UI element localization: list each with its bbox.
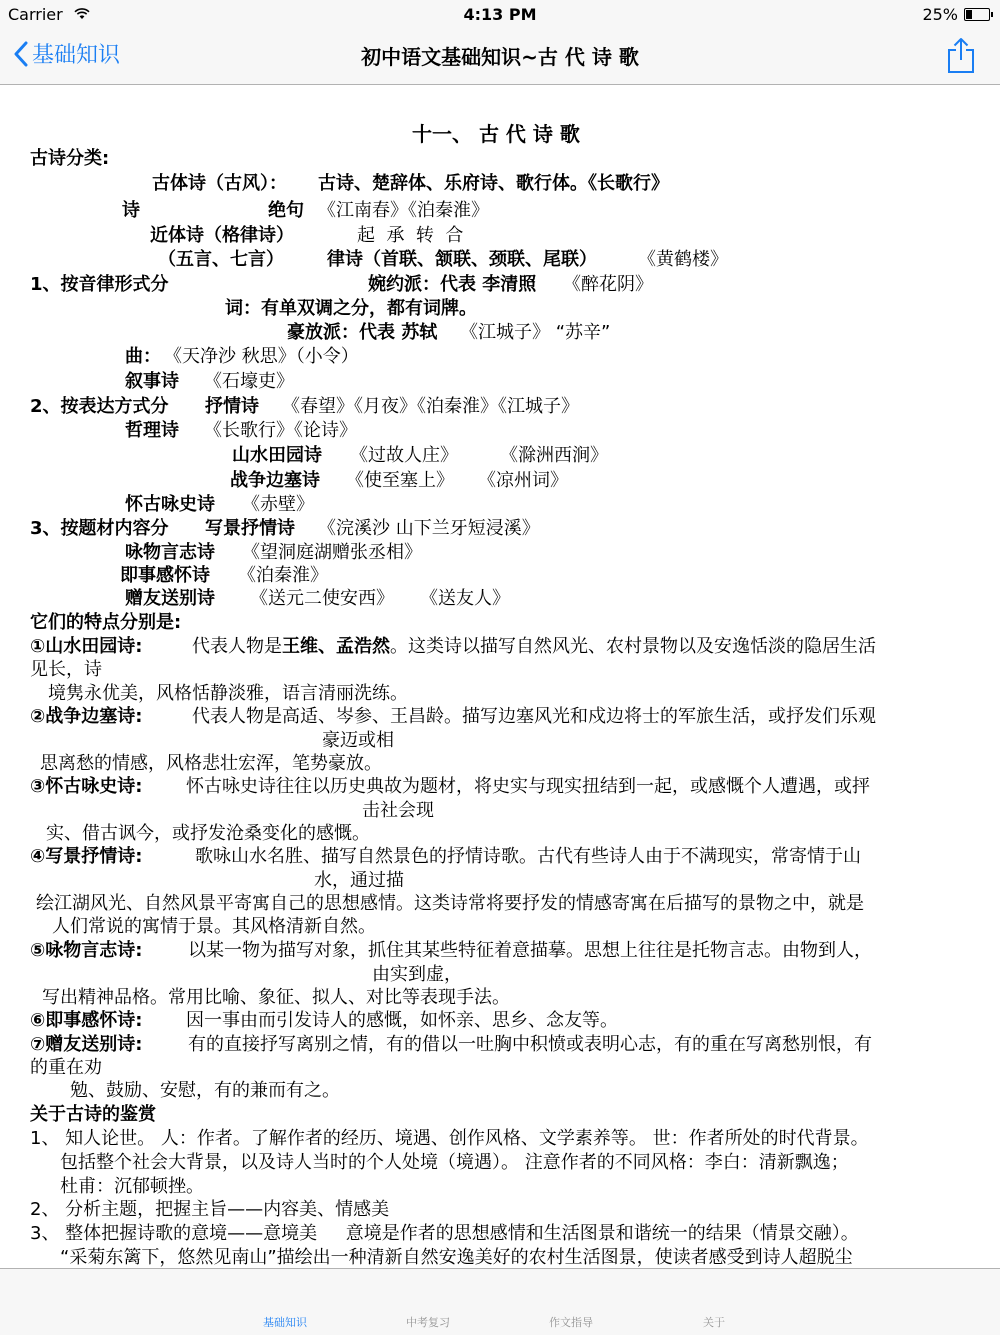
appreciation-text: 2、 分析主题，把握主旨——内容美、情感美 [30, 1199, 390, 1220]
tree-text: 《天净沙 秋思》（小令） [164, 346, 359, 367]
feature-text: 思离愁的情感，风格悲壮宏浑，笔势豪放。 [40, 753, 382, 774]
tree-text: 《石壕吏》 [204, 371, 294, 392]
tab-bar [0, 1268, 1000, 1335]
appreciation-label: 关于古诗的鉴赏 [30, 1104, 156, 1125]
tree-term: 赠友送别诗 [125, 588, 215, 609]
feature-text: 歌咏山水名胜、描写自然景色的抒情诗歌。古代有些诗人由于不满现实，常寄情于山 [195, 846, 861, 867]
tree-text: 《送友人》 [420, 588, 510, 609]
appreciation-text: 1、 知人论世。 人：作者。了解作者的经历、境遇、创作风格、文学素养等。 世：作者所处的时代背景。 [30, 1128, 869, 1149]
tree-term: （五言、七言） [158, 249, 284, 270]
tree-term: 绝句 [268, 200, 304, 221]
carrier-label: Carrier [8, 5, 63, 24]
share-button[interactable] [946, 36, 976, 78]
feature-term: ①山水田园诗: [30, 636, 143, 657]
tree-text: 古诗、楚辞体、乐府诗、歌行体。《长歌行》 [318, 173, 669, 194]
tree-text: 《泊秦淮》 [238, 565, 328, 586]
tree-term: 抒情诗 [205, 396, 259, 417]
tree-text: 《望洞庭湖赠张丞相》 [242, 542, 422, 563]
tree-text: 《醉花阴》 [563, 274, 653, 295]
tree-text: 《赤壁》 [242, 494, 314, 515]
tree-term: 战争边塞诗 [230, 470, 320, 491]
tree-text: 《过故人庄》 [350, 445, 458, 466]
appreciation-text: 包括整个社会大背景，以及诗人当时的个人处境（境遇）。 注意作者的不同风格：李白：清新飘逸； [60, 1152, 849, 1173]
tree-term: 咏物言志诗 [125, 542, 215, 563]
tree-text: 《浣溪沙 山下兰牙短浸溪》 [318, 518, 540, 539]
tree-term: 哲理诗 [125, 420, 179, 441]
appreciation-text: 3、 整体把握诗歌的意境——意境美 意境是作者的思想感情和生活图景和谐统一的结果（情景交融）。 [30, 1223, 859, 1244]
tree-term: 诗 [122, 200, 140, 221]
feature-text: 以某一物为描写对象，抓住其某些特征着意描摹。思想上往往是托物言志。由物到人， [188, 940, 872, 961]
tree-term: 豪放派：代表 苏轼 [287, 322, 438, 343]
feature-text: 因一事由而引发诗人的感慨，如怀亲、思乡、念友等。 [186, 1010, 618, 1031]
feature-text: 豪迈或相 [322, 730, 394, 751]
feature-names: 王维、孟浩然 [282, 636, 390, 657]
feature-text: 勉、鼓励、安慰，有的兼而有之。 [70, 1080, 340, 1101]
feature-term: ⑤咏物言志诗: [30, 940, 143, 961]
battery-fill [966, 10, 972, 19]
tab-label: 中考复习 [406, 1316, 450, 1329]
tree-term: 山水田园诗 [232, 445, 322, 466]
tree-term: 即事感怀诗 [120, 565, 210, 586]
category-label: 2、按表达方式分 [30, 396, 169, 417]
status-bar [0, 0, 1000, 28]
battery-icon [964, 8, 990, 21]
tree-term: 词：有单双调之分，都有词牌。 [225, 298, 477, 319]
feature-text-part: 代表人物是 [192, 636, 282, 657]
page-title: 初中语文基础知识~古 代 诗 歌 [361, 45, 639, 69]
share-icon [946, 36, 976, 74]
feature-text: 实、借古讽今，或抒发沧桑变化的感慨。 [46, 823, 370, 844]
tree-text: 《黄鹤楼》 [638, 249, 728, 270]
tree-term: 古体诗（古风）： [152, 173, 287, 194]
feature-text: 击社会现 [362, 800, 434, 821]
tree-term: 曲： [125, 346, 161, 367]
category-label: 1、按音律形式分 [30, 274, 169, 295]
tree-term: 叙事诗 [125, 371, 179, 392]
tab-label: 基础知识 [263, 1316, 307, 1329]
tree-term: 律诗（首联、颔联、颈联、尾联） [327, 249, 597, 270]
tab-label: 关于 [703, 1316, 725, 1329]
tab-exam-review[interactable] [358, 1269, 498, 1335]
feature-term: ③怀古咏史诗: [30, 776, 143, 797]
classification-label: 古诗分类: [30, 148, 110, 169]
status-time: 4:13 PM [463, 5, 537, 24]
feature-term: ②战争边塞诗: [30, 706, 143, 727]
feature-text: 见长，诗 [30, 659, 102, 680]
feature-text: 代表人物是高适、岑参、王昌龄。描写边塞风光和戍边将士的军旅生活，或抒发们乐观 [192, 706, 876, 727]
back-button-label: 基础知识 [32, 43, 121, 68]
tree-text: 《春望》《月夜》《泊秦淮》《江城子》 [282, 396, 579, 417]
tree-text: 起 承 转 合 [357, 225, 464, 246]
tab-writing-guide[interactable] [501, 1269, 641, 1335]
feature-text: 由实到虚， [372, 964, 462, 985]
feature-term: ⑥即事感怀诗: [30, 1010, 143, 1031]
feature-text: 的重在劝 [30, 1057, 102, 1078]
feature-text: 怀古咏史诗往往以历史典故为题材，将史实与现实扭结到一起，或感慨个人遭遇，或抨 [186, 776, 870, 797]
navigation-bar [0, 28, 1000, 85]
tab-about[interactable] [644, 1269, 784, 1335]
battery-area [922, 5, 990, 24]
tree-term: 写景抒情诗 [205, 518, 295, 539]
feature-text-part: 。这类诗以描写自然风光、农村景物以及安逸恬淡的隐居生活 [390, 636, 876, 657]
tree-term: 怀古咏史诗 [125, 494, 215, 515]
tree-text: 《使至塞上》 [346, 470, 454, 491]
feature-text: 境隽永优美，风格恬静淡雅，语言清丽洗练。 [48, 683, 408, 704]
tree-text: 《长歌行》《论诗》 [204, 420, 357, 441]
section-heading: 十一、 古 代 诗 歌 [412, 122, 580, 146]
feature-text: 人们常说的寓情于景。其风格清新自然。 [52, 916, 376, 937]
appreciation-text: 杜甫：沉郁顿挫。 [60, 1176, 204, 1197]
category-label: 3、按题材内容分 [30, 518, 169, 539]
features-label: 它们的特点分别是: [30, 612, 182, 633]
tab-label: 作文指导 [549, 1316, 593, 1329]
tree-text: 《凉州词》 [478, 470, 568, 491]
feature-text: 水，通过描 [314, 870, 404, 891]
battery-percent: 25% [922, 5, 958, 24]
feature-term: ⑦赠友送别诗: [30, 1034, 143, 1055]
document-content [0, 85, 1000, 1268]
tree-text: 《送元二使安西》 [250, 588, 394, 609]
appreciation-text: “采菊东篱下，悠然见南山”描绘出一种清新自然安逸美好的农村生活图景，使读者感受到诗人超脱尘 [60, 1247, 853, 1268]
tree-text: 《江南春》《泊秦淮》 [318, 200, 489, 221]
tree-term: 近体诗（格律诗） [150, 225, 294, 246]
feature-text: 有的直接抒写离别之情，有的借以一吐胸中积愤或表明心志，有的重在写离愁别恨，有 [188, 1034, 872, 1055]
feature-text [192, 636, 876, 658]
feature-text: 写出精神品格。常用比喻、象征、拟人、对比等表现手法。 [42, 987, 510, 1008]
feature-term: ④写景抒情诗: [30, 846, 143, 867]
tree-term: 婉约派：代表 李清照 [368, 274, 537, 295]
feature-text: 绘江湖风光、自然风景平寄寓自己的思想感情。这类诗常将要抒发的情感寄寓在后描写的景物之中，就是 [36, 893, 864, 914]
tab-basic-knowledge[interactable] [215, 1269, 355, 1335]
tree-text: 《江城子》 “苏辛” [460, 322, 611, 343]
tree-text: 《滁洲西涧》 [500, 445, 608, 466]
